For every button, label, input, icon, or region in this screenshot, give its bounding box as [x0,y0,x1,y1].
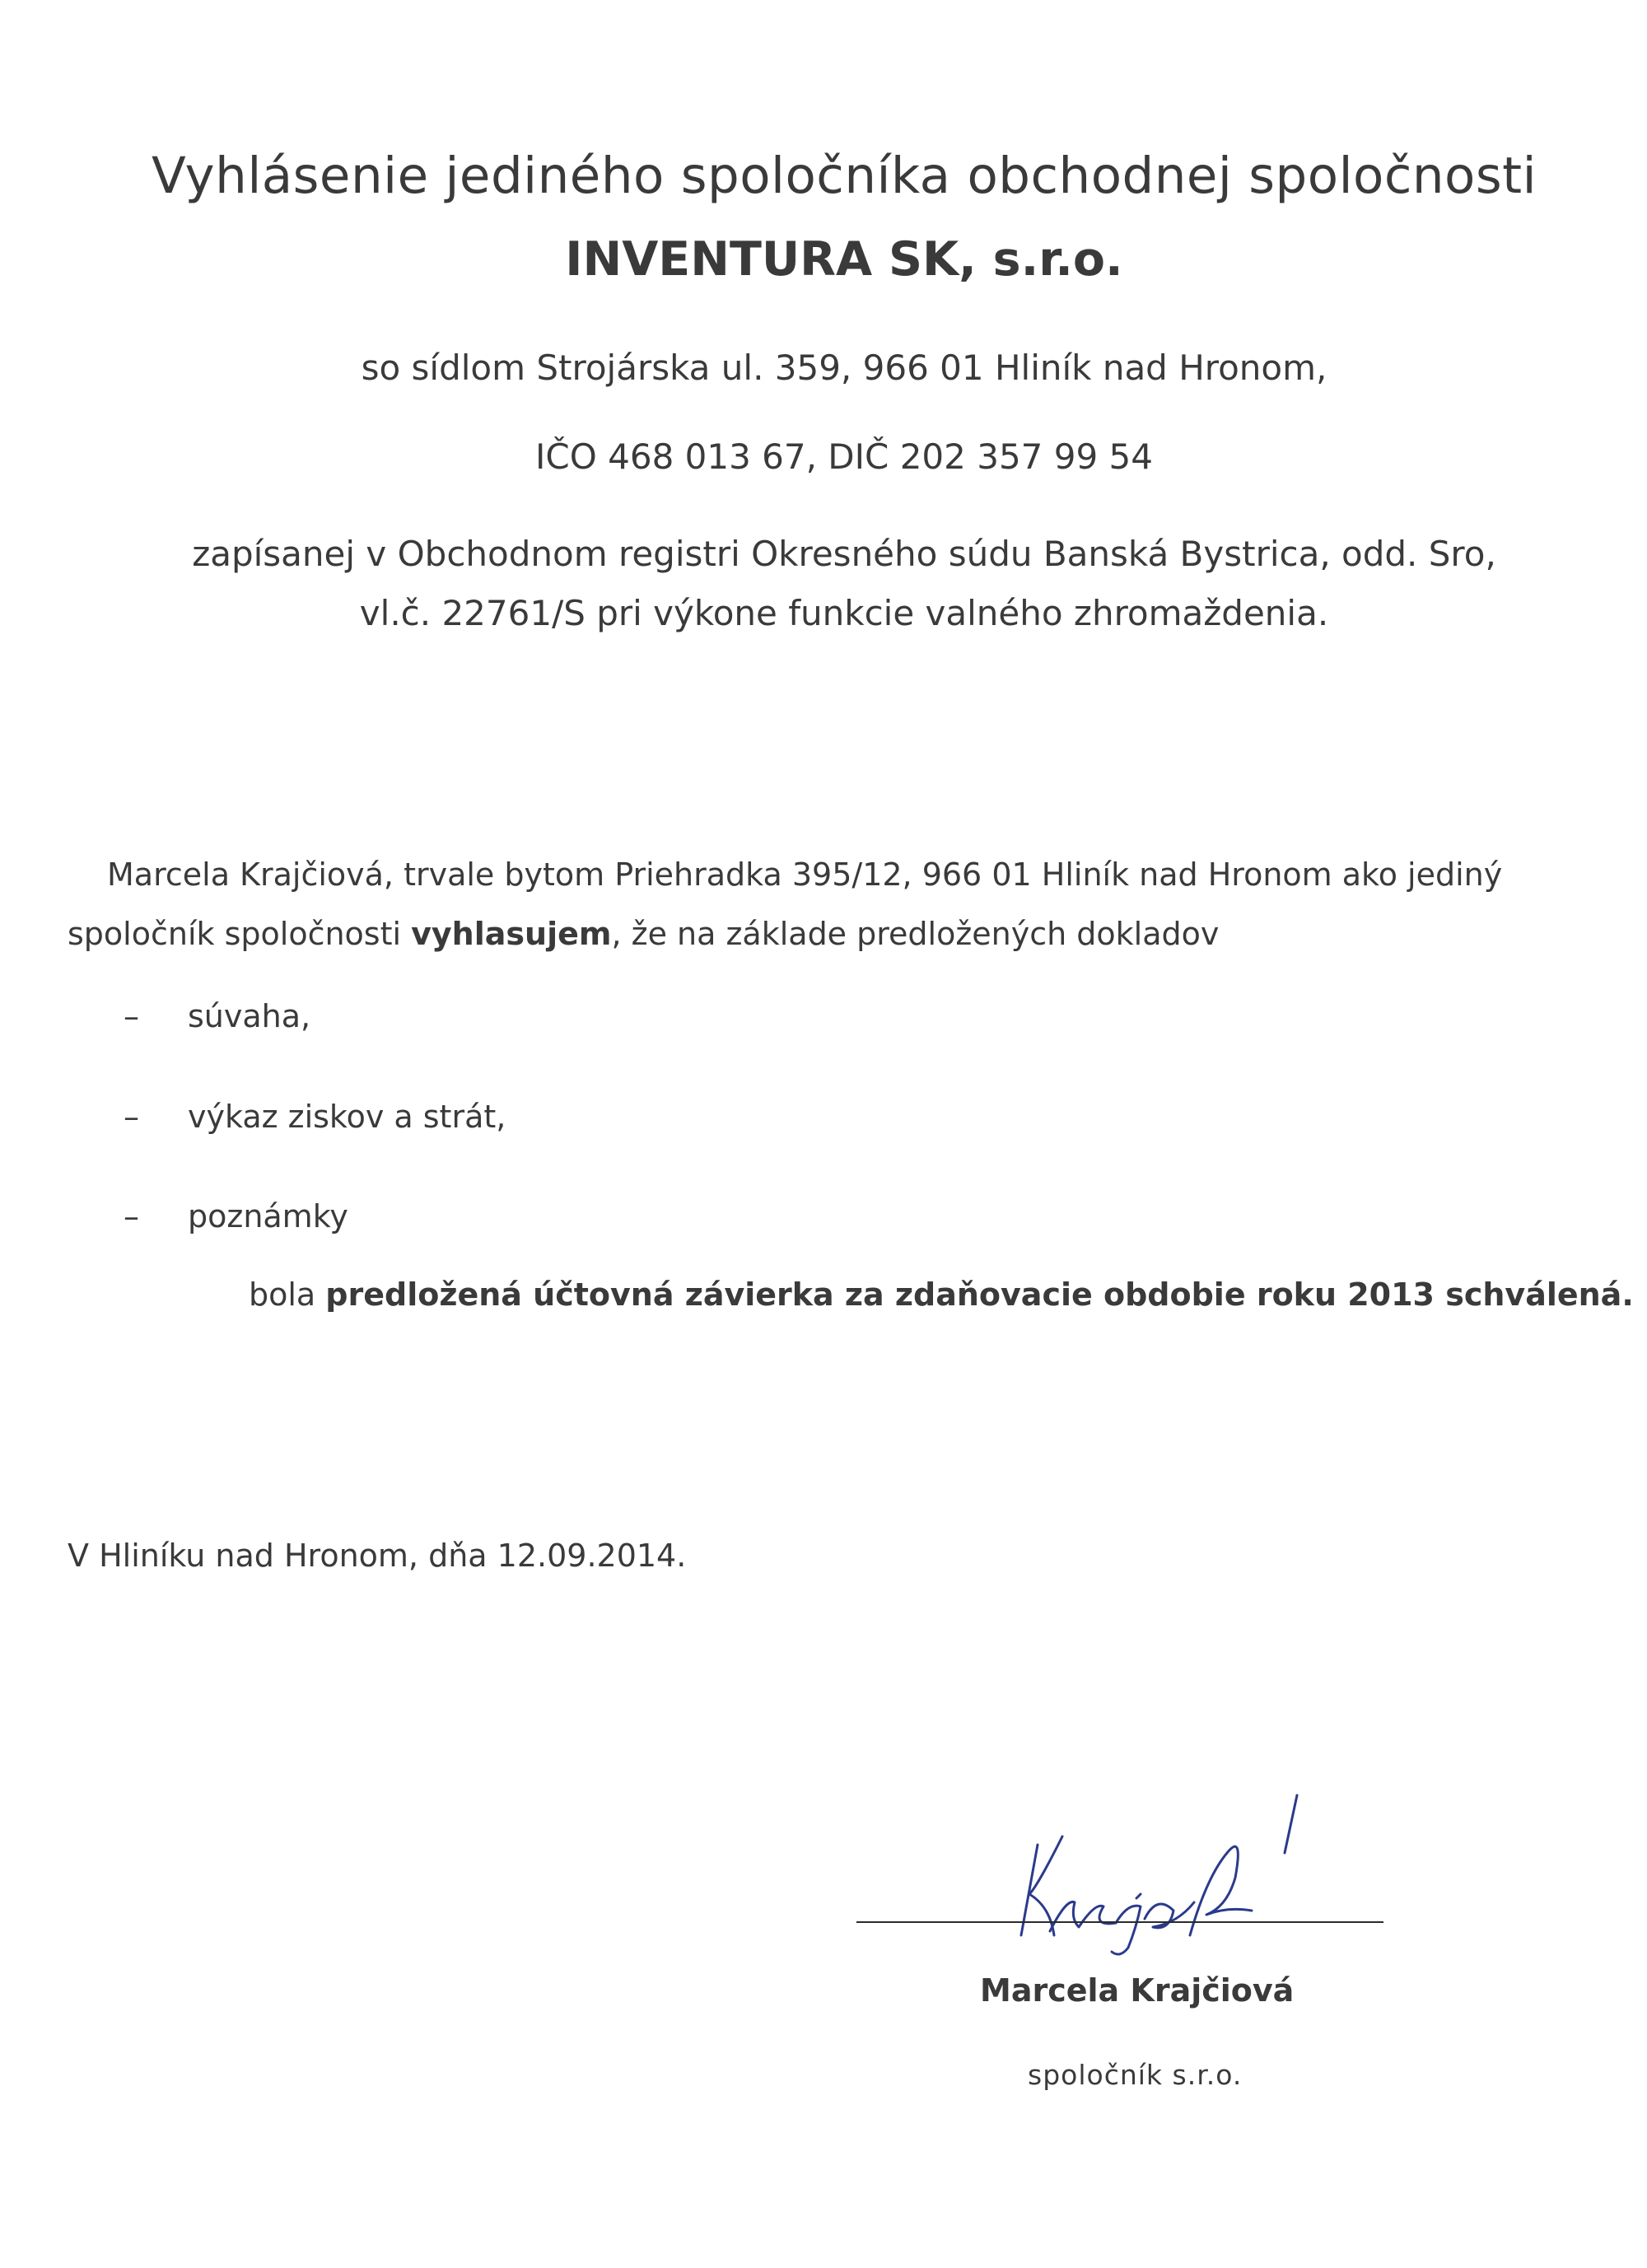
declaration-paragraph-line-2 [68,916,1219,952]
list-item-text: poznámky [188,1198,348,1234]
conclusion-bold-text: predložená účtovná závierka za zdaňovacie obdobie roku 2013 schválená. [325,1276,1634,1313]
company-name: INVENTURA SK, s.r.o. [565,232,1123,287]
list-dash: – [124,1198,139,1234]
registry-line-1: zapísanej v Obchodnom registri Okresného súdu Banská Bystrica, odd. Sro, [192,534,1496,574]
paragraph-text-end: , že na základe predložených dokladov [611,916,1220,952]
list-item-text: súvaha, [188,998,311,1034]
company-ids: IČO 468 013 67, DIČ 202 357 99 54 [535,436,1153,477]
signature-line [856,1921,1383,1923]
registry-line-2: vl.č. 22761/S pri výkone funkcie valného zhromaždenia. [359,593,1329,633]
paragraph-text-start: spoločník spoločnosti [68,916,412,952]
place-and-date: V Hliníku nad Hronom, dňa 12.09.2014. [68,1538,687,1574]
paragraph-bold-word: vyhlasujem [411,916,612,952]
list-item-text: výkaz ziskov a strát, [188,1099,506,1135]
handwritten-signature [1005,1762,1334,1960]
document-title: Vyhlásenie jediného spoločníka obchodnej spoločnosti [151,147,1537,205]
list-dash: – [124,1099,139,1135]
conclusion-line [249,1276,1634,1313]
signer-role: spoločník s.r.o. [1028,2059,1243,2091]
signer-name: Marcela Krajčiová [980,1972,1295,2009]
conclusion-text-start: bola [249,1276,326,1313]
declaration-paragraph-line-1: Marcela Krajčiová, trvale bytom Priehradka 395/12, 966 01 Hliník nad Hronom ako jediný [107,856,1503,893]
list-dash: – [124,998,139,1034]
company-address: so sídlom Strojárska ul. 359, 966 01 Hliník nad Hronom, [361,348,1327,388]
